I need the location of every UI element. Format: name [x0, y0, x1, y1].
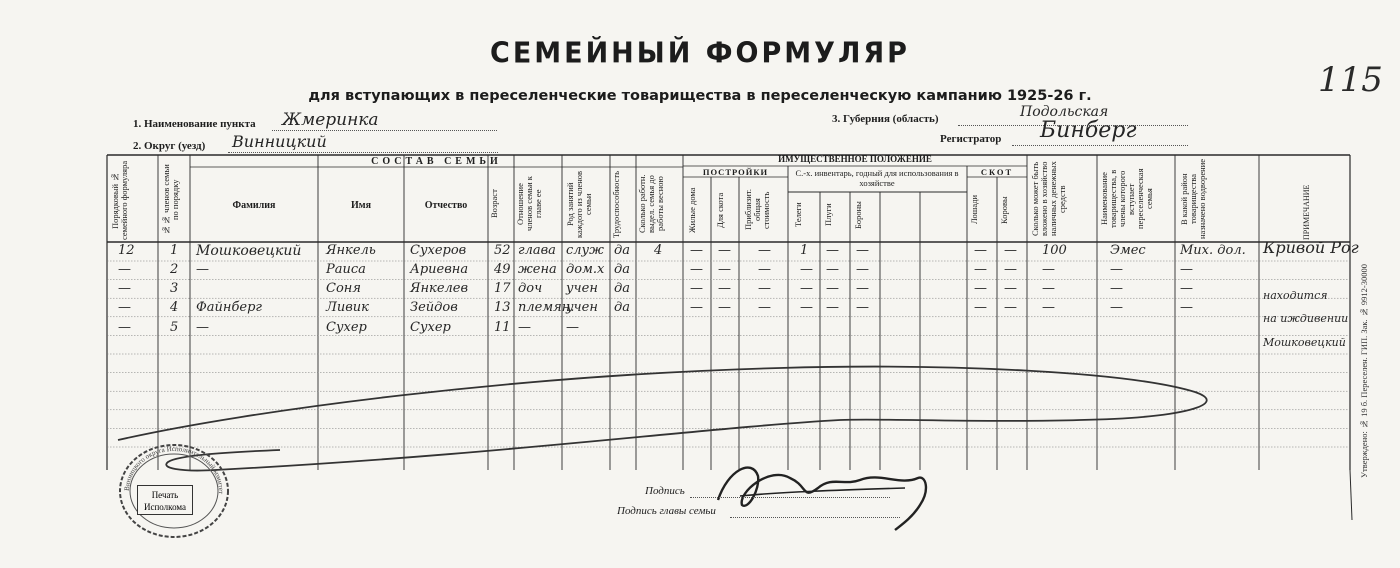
- member-no-cell: 5: [170, 320, 179, 335]
- harrows-cell: —: [856, 300, 869, 315]
- property-group-header: ИМУЩЕСТВЕННОЕ ПОЛОЖЕНИЕ: [778, 154, 932, 164]
- patronymic-cell: Ариевна: [410, 262, 469, 277]
- member-no-cell: 1: [170, 243, 179, 258]
- name-header: Имя: [351, 200, 371, 211]
- partnership-cell: —: [1110, 300, 1123, 315]
- region-cell: Мих. дол.: [1180, 243, 1246, 258]
- money-cell: —: [1042, 300, 1055, 315]
- workers-header: Сколько работн. выдел. семья до работы весною: [637, 174, 665, 234]
- approx-header: Приблизит. общая стоимость: [743, 189, 771, 231]
- surname-header: Фамилия: [232, 200, 276, 211]
- harrows-header: Бороны: [853, 201, 863, 229]
- age-cell: 49: [494, 262, 511, 277]
- occupation-cell: служ: [566, 243, 604, 258]
- order-cell: —: [118, 281, 131, 296]
- order-no-header: Порядковый № семейного формуляра: [110, 160, 129, 240]
- money-header: Сколько может быть вложено в хозяйство наличных денежных средств: [1030, 161, 1067, 237]
- horses-cell: —: [974, 300, 987, 315]
- signature-label: Подпись: [645, 485, 685, 497]
- surname-cell: Мошковецкий: [196, 243, 302, 259]
- harrows-cell: —: [856, 281, 869, 296]
- money-cell: —: [1042, 262, 1055, 277]
- form-title: СЕМЕЙНЫЙ ФОРМУЛЯР: [490, 37, 910, 70]
- patronymic-cell: Зейдов: [410, 300, 458, 315]
- carts-header: Телеги: [793, 202, 803, 228]
- relation-cell: —: [518, 320, 531, 335]
- province-label: 3. Губерния (область): [832, 113, 939, 125]
- relation-header: Отношение членов семьи к главе ее: [515, 176, 543, 232]
- age-header: Возраст: [489, 189, 499, 219]
- member-no-header: №№ членов семьи по порядку: [161, 164, 180, 236]
- region-cell: —: [1180, 300, 1193, 315]
- money-cell: 100: [1042, 243, 1067, 258]
- approx-cell: —: [758, 262, 771, 277]
- ability-cell: да: [614, 300, 630, 315]
- harrows-cell: —: [856, 262, 869, 277]
- name-cell: Соня: [326, 281, 361, 296]
- workers-cell: 4: [654, 243, 663, 258]
- livestock-group-header: СКОТ: [980, 167, 1014, 177]
- registrar-label: Регистратор: [940, 133, 1002, 145]
- cows-cell: —: [1004, 281, 1017, 296]
- cows-header: Коровы: [999, 196, 1009, 224]
- order-cell: 12: [118, 243, 135, 258]
- partnership-cell: —: [1110, 281, 1123, 296]
- relation-cell: глава: [518, 243, 556, 258]
- stamp-ring-text: Винницкого округа Исполнительный комитет: [122, 444, 226, 495]
- side-print: Утверждено: № 19 б. Переселен. ГИП. Зак. № 9912-30000: [1359, 264, 1369, 479]
- partnership-cell: Эмес: [1110, 243, 1146, 258]
- family-group-header: СОСТАВ СЕМЬИ: [371, 156, 502, 167]
- signature-line: [690, 497, 890, 498]
- age-cell: 17: [494, 281, 511, 296]
- form-subtitle: для вступающих в переселенческие товарищества в переселенческую кампанию 1925-26 г.: [308, 88, 1092, 104]
- head-signature-line: [730, 517, 900, 518]
- ploughs-cell: —: [826, 243, 839, 258]
- region-header: В какой район товарищества назначено водворение: [1179, 159, 1207, 240]
- notes-header: ПРИМЕЧАНИЕ: [1302, 184, 1311, 240]
- horses-cell: —: [974, 281, 987, 296]
- region-cell: —: [1180, 281, 1193, 296]
- surname-cell: —: [196, 320, 209, 335]
- money-cell: —: [1042, 281, 1055, 296]
- carts-cell: —: [800, 262, 813, 277]
- house-header: Жилые дома: [687, 187, 697, 233]
- buildings-group-header: ПОСТРОЙКИ: [702, 167, 769, 177]
- barn-header: Для скота: [715, 192, 725, 228]
- page-number: 115: [1318, 60, 1383, 100]
- barn-cell: —: [718, 281, 731, 296]
- order-cell: —: [118, 262, 131, 277]
- horses-header: Лошади: [969, 195, 979, 225]
- order-cell: —: [118, 320, 131, 335]
- member-no-cell: 4: [170, 300, 179, 315]
- ability-cell: да: [614, 243, 630, 258]
- age-cell: 52: [494, 243, 511, 258]
- stamp-box-text: Печать Исполкома: [137, 485, 193, 515]
- horses-cell: —: [974, 262, 987, 277]
- carts-cell: —: [800, 281, 813, 296]
- cows-cell: —: [1004, 300, 1017, 315]
- age-cell: 13: [494, 300, 511, 315]
- ability-cell: да: [614, 262, 630, 277]
- approx-cell: —: [758, 281, 771, 296]
- notes-cell: Кривой Рог: [1263, 238, 1359, 257]
- horses-cell: —: [974, 243, 987, 258]
- point-value: Жмеринка: [282, 110, 379, 130]
- harrows-cell: —: [856, 243, 869, 258]
- age-cell: 11: [494, 320, 511, 335]
- carts-cell: —: [800, 300, 813, 315]
- member-no-cell: 3: [170, 281, 179, 296]
- name-cell: Сухер: [326, 320, 367, 335]
- barn-cell: —: [718, 243, 731, 258]
- partnership-cell: —: [1110, 262, 1123, 277]
- inventory-group-header: С.-х. инвентарь, годный для использования в хозяйстве: [795, 168, 959, 188]
- name-cell: Янкель: [326, 243, 376, 258]
- relation-cell: доч: [518, 281, 543, 296]
- ploughs-cell: —: [826, 262, 839, 277]
- cows-cell: —: [1004, 262, 1017, 277]
- relation-cell: жена: [518, 262, 557, 277]
- ability-cell: да: [614, 281, 630, 296]
- patronymic-cell: Янкелев: [410, 281, 469, 296]
- carts-cell: 1: [800, 243, 809, 258]
- house-cell: —: [690, 300, 703, 315]
- barn-cell: —: [718, 300, 731, 315]
- province-value: Подольская: [1020, 104, 1109, 120]
- member-no-cell: 2: [170, 262, 179, 277]
- district-label: 2. Округ (уезд): [133, 140, 206, 152]
- ploughs-cell: —: [826, 281, 839, 296]
- notes-cell: Мошковецкий: [1263, 336, 1346, 349]
- approx-cell: —: [758, 300, 771, 315]
- approx-cell: —: [758, 243, 771, 258]
- notes-cell: на иждивении: [1263, 312, 1349, 325]
- surname-cell: —: [196, 262, 209, 277]
- region-cell: —: [1180, 262, 1193, 277]
- name-cell: Ливик: [326, 300, 369, 315]
- district-value: Винницкий: [232, 132, 327, 151]
- ability-header: Трудоспособность: [611, 170, 621, 238]
- name-cell: Раиса: [326, 262, 366, 277]
- patronymic-header: Отчество: [424, 200, 468, 211]
- house-cell: —: [690, 281, 703, 296]
- signature-underline: [740, 488, 905, 496]
- patronymic-cell: Сухер: [410, 320, 451, 335]
- ploughs-cell: —: [826, 300, 839, 315]
- occupation-cell: —: [566, 320, 579, 335]
- head-signature-label: Подпись главы семьи: [617, 505, 716, 517]
- occupation-cell: дом.х: [566, 262, 605, 277]
- occupation-cell: учен: [566, 281, 598, 296]
- cows-cell: —: [1004, 243, 1017, 258]
- point-label: 1. Наименование пункта: [133, 118, 256, 130]
- occupation-cell: учен: [566, 300, 598, 315]
- order-cell: —: [118, 300, 131, 315]
- notes-cell: находится: [1263, 289, 1328, 302]
- house-cell: —: [690, 243, 703, 258]
- relation-cell: племян.: [518, 300, 575, 315]
- house-cell: —: [690, 262, 703, 277]
- registrar-value: Бинберг: [1040, 118, 1137, 143]
- occupation-header: Род занятий каждого из членов семьи: [565, 170, 593, 238]
- surname-cell: Файнберг: [196, 300, 262, 315]
- strike-loop: [118, 367, 1207, 471]
- partnership-header: Наименование товарищества, в члены которого вступает переселенческая семья: [1099, 168, 1154, 230]
- ploughs-header: Плуги: [823, 203, 833, 227]
- barn-cell: —: [718, 262, 731, 277]
- patronymic-cell: Сухеров: [410, 243, 467, 258]
